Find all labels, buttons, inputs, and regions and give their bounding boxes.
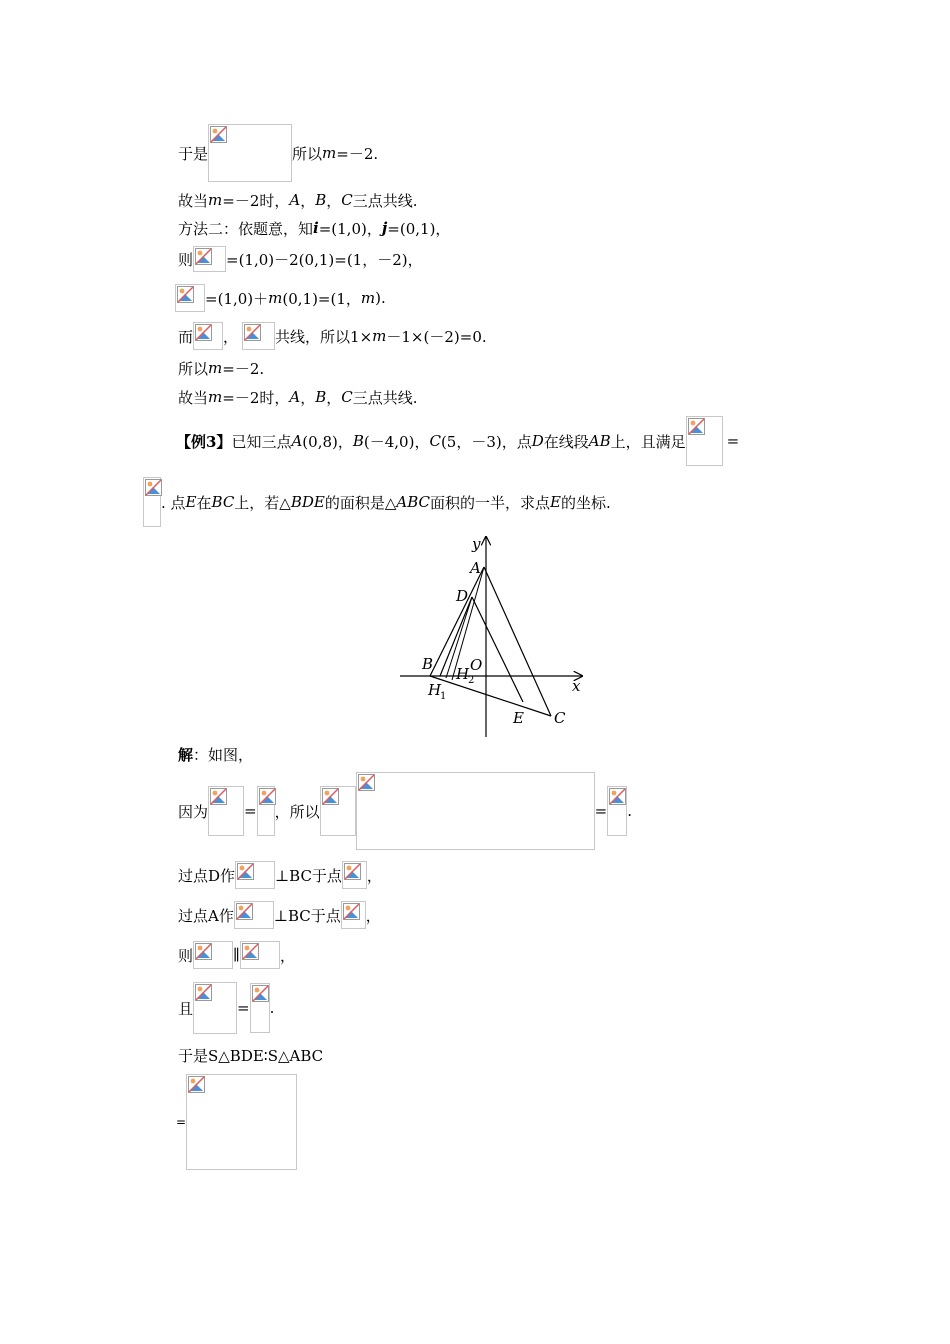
broken-image-icon <box>195 248 212 265</box>
fraction-image <box>208 786 244 836</box>
text: =－2时， <box>222 388 290 407</box>
formula-image <box>186 1074 297 1170</box>
solution-line-6 <box>178 1043 323 1067</box>
broken-image-icon <box>195 324 212 341</box>
text: ABC <box>396 493 431 511</box>
broken-image-icon <box>344 863 361 880</box>
solution-line-1 <box>178 772 632 850</box>
text: =(1,0)－2(0,1)=(1，－2)， <box>226 250 423 269</box>
text: ，所以 <box>274 802 320 821</box>
text: m <box>268 289 283 307</box>
text: ， <box>223 327 239 346</box>
example-tag: 【例3】 <box>176 432 232 451</box>
broken-image-icon <box>177 286 194 303</box>
broken-image-icon <box>145 479 162 496</box>
text: m <box>360 289 376 307</box>
text: BDE <box>290 493 325 511</box>
point-image <box>341 901 366 929</box>
broken-image-icon <box>210 126 227 143</box>
text: AB <box>588 432 611 450</box>
text: = <box>237 999 250 1017</box>
broken-image-icon <box>244 324 261 341</box>
formula-image <box>356 772 595 850</box>
text: = <box>594 802 608 820</box>
vector-image <box>193 322 223 350</box>
broken-image-icon <box>358 774 375 791</box>
broken-image-icon <box>609 788 626 805</box>
text: 过点D作 <box>178 866 236 885</box>
text: 过点A作 <box>178 906 234 925</box>
text: B <box>352 432 364 450</box>
text: B <box>315 191 327 209</box>
solution-line-7 <box>176 1074 297 1170</box>
text: 上，若△ <box>234 493 291 512</box>
solution-line-5 <box>178 982 274 1034</box>
text: 所以 <box>178 359 209 378</box>
text: i <box>313 219 319 237</box>
broken-image-icon <box>242 943 259 960</box>
fraction-image <box>686 416 723 466</box>
text: (0,1)=(1， <box>282 289 361 308</box>
text: 上，且满足 <box>610 432 686 451</box>
x-axis-label: x <box>572 677 581 695</box>
text: ， <box>365 906 381 925</box>
segment-image <box>240 941 280 969</box>
line-7 <box>178 356 264 380</box>
example-3-line-1 <box>176 416 739 466</box>
fraction-image <box>143 477 161 527</box>
line-8 <box>178 385 418 409</box>
text: m <box>322 144 337 162</box>
point-h2-label: H <box>456 665 470 683</box>
text: 的面积是△ <box>324 493 397 512</box>
point-b-label: B <box>422 655 434 673</box>
point-o-label: O <box>470 656 483 674</box>
text: (0,8)， <box>302 432 353 451</box>
text: 故当 <box>178 191 209 210</box>
text: 且 <box>178 999 194 1018</box>
text: 在线段 <box>543 432 589 451</box>
text: 三点共线. <box>352 191 418 210</box>
solution-line-4 <box>178 941 295 969</box>
text: BC <box>211 493 235 511</box>
text: =－2. <box>336 144 379 163</box>
y-axis-label: y <box>472 535 481 553</box>
text: 解 <box>178 745 194 764</box>
text: (－4,0)， <box>363 432 430 451</box>
line-5 <box>175 284 386 312</box>
fraction-image <box>320 786 356 836</box>
point-a-label: A <box>470 559 481 577</box>
broken-image-icon <box>688 418 705 435</box>
point-h1-sub: 1 <box>440 691 447 702</box>
text: . 点 <box>161 493 186 512</box>
line-6 <box>178 322 487 350</box>
broken-image-icon <box>188 1076 205 1093</box>
text: 因为 <box>178 802 209 821</box>
text: 面积的一半，求点 <box>430 493 551 512</box>
example-3-line-2 <box>143 477 611 527</box>
text: ：如图， <box>193 745 254 764</box>
text: =(1,0)， <box>318 219 382 238</box>
text: m <box>208 388 223 406</box>
fraction-image <box>257 786 275 836</box>
broken-image-icon <box>210 788 227 805</box>
broken-image-icon <box>237 863 254 880</box>
solution-heading <box>178 742 253 766</box>
text: ， <box>326 388 342 407</box>
text: ， <box>366 866 382 885</box>
line-2 <box>178 188 418 212</box>
segment-de <box>472 597 523 702</box>
text: ∥ <box>233 946 240 964</box>
text: ⊥BC于点 <box>275 866 342 885</box>
segment-image <box>235 861 275 889</box>
text: m <box>208 359 223 377</box>
text: =(1,0)＋ <box>205 289 269 308</box>
text: A <box>289 191 301 209</box>
solution-line-3 <box>178 901 381 929</box>
text: 共线，所以1× <box>275 327 373 346</box>
point-c-label: C <box>554 709 566 727</box>
point-e-label: E <box>513 709 524 727</box>
vector-image <box>175 284 205 312</box>
broken-image-icon <box>259 788 276 805</box>
text: = <box>176 1115 187 1129</box>
broken-image-icon <box>343 903 360 920</box>
text: 所以 <box>292 144 323 163</box>
text: B <box>315 388 327 406</box>
fraction-image <box>250 983 270 1033</box>
text: j <box>381 219 388 237</box>
point-d-label: D <box>456 587 469 605</box>
point-image <box>342 861 367 889</box>
text: 于是S△BDE∶S△ABC <box>178 1046 324 1065</box>
text: 已知三点 <box>231 432 292 451</box>
text: 的坐标. <box>560 493 611 512</box>
text: 三点共线. <box>352 388 418 407</box>
text: (5，－3)，点 <box>440 432 532 451</box>
geometry-figure <box>396 533 596 743</box>
text: ， <box>300 388 316 407</box>
text: . <box>627 802 632 820</box>
fraction-image <box>193 982 237 1034</box>
solution-line-2 <box>178 861 382 889</box>
text: ， <box>279 946 295 965</box>
text: 则 <box>178 250 194 269</box>
text: －1×(－2)=0. <box>386 327 487 346</box>
text: A <box>289 388 301 406</box>
fraction-image <box>607 786 627 836</box>
text: =－2时， <box>222 191 290 210</box>
segment-image <box>193 941 233 969</box>
line-4 <box>178 246 423 272</box>
text: 则 <box>178 946 194 965</box>
text: C <box>429 432 441 450</box>
broken-image-icon <box>322 788 339 805</box>
point-h1-label: H <box>428 681 442 699</box>
text: = <box>244 802 257 820</box>
text: ). <box>375 289 386 307</box>
segment-bc <box>430 676 551 716</box>
text: D <box>531 432 544 450</box>
broken-image-icon <box>195 984 212 1001</box>
text: 于是 <box>178 144 209 163</box>
text: A <box>291 432 303 450</box>
text: E <box>550 493 561 511</box>
text: C <box>341 388 353 406</box>
text: 在 <box>196 493 212 512</box>
line-1 <box>178 124 378 182</box>
text: ⊥BC于点 <box>273 906 341 925</box>
text: m <box>208 191 223 209</box>
text: 故当 <box>178 388 209 407</box>
text: . <box>269 999 275 1017</box>
text: = <box>726 432 740 450</box>
broken-image-icon <box>252 985 269 1002</box>
text: ， <box>300 191 316 210</box>
text: =(0,1)， <box>387 219 451 238</box>
line-3 <box>178 216 450 240</box>
formula-image <box>208 124 292 182</box>
segment-image <box>234 901 274 929</box>
text: C <box>341 191 353 209</box>
text: E <box>185 493 197 511</box>
text: 方法二：依题意，知 <box>178 219 314 238</box>
broken-image-icon <box>236 903 253 920</box>
vector-image <box>242 322 275 350</box>
text: 而 <box>178 327 194 346</box>
text: m <box>372 327 387 345</box>
vector-image <box>193 246 226 272</box>
text: ， <box>326 191 342 210</box>
text: =－2. <box>222 359 265 378</box>
broken-image-icon <box>195 943 212 960</box>
point-h2-sub: 2 <box>468 675 475 686</box>
